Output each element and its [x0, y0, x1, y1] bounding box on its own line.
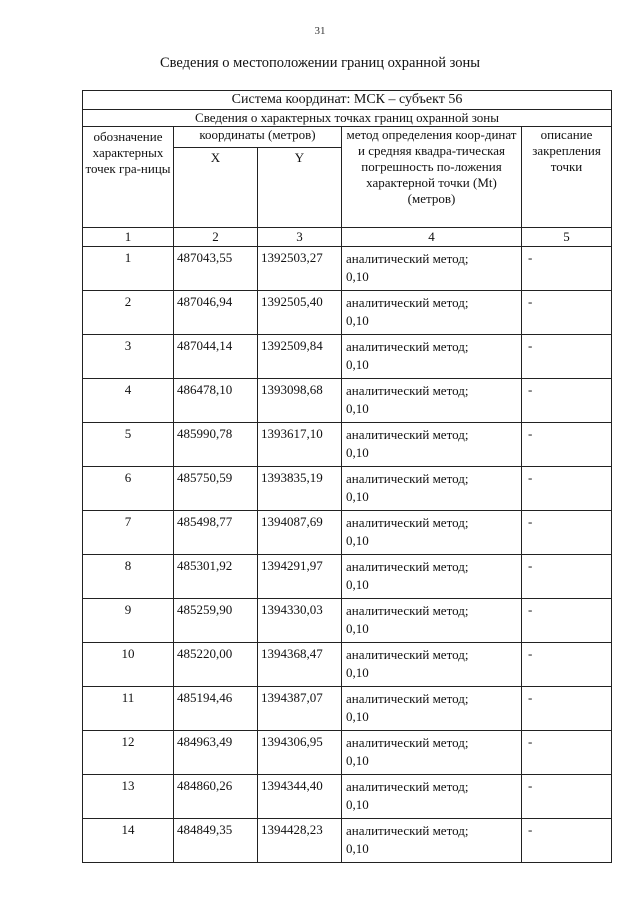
- point-number: 5: [83, 423, 174, 467]
- method-text: аналитический метод;: [346, 251, 469, 266]
- coordinate-x: 485990,78: [174, 423, 258, 467]
- method-cell: [342, 423, 522, 467]
- point-number: 1: [83, 247, 174, 291]
- fixing-description: -: [522, 335, 612, 379]
- coordinate-y: 1394087,69: [258, 511, 342, 555]
- method-text: аналитический метод;: [346, 383, 469, 398]
- mt-value: 0,10: [346, 709, 369, 724]
- table-row: [83, 291, 612, 335]
- header-description: описание закрепления точки: [522, 127, 612, 228]
- method-cell: [342, 599, 522, 643]
- coordinate-x: 485750,59: [174, 467, 258, 511]
- header-coordinates: координаты (метров): [174, 127, 342, 148]
- point-number: 14: [83, 819, 174, 863]
- table-row: [83, 247, 612, 291]
- mt-value: 0,10: [346, 313, 369, 328]
- table-row: [83, 335, 612, 379]
- coordinate-y: 1394306,95: [258, 731, 342, 775]
- coordinate-y: 1393835,19: [258, 467, 342, 511]
- mt-value: 0,10: [346, 753, 369, 768]
- table-row: [83, 643, 612, 687]
- coordinate-y: 1394368,47: [258, 643, 342, 687]
- method-text: аналитический метод;: [346, 691, 469, 706]
- fixing-description: -: [522, 775, 612, 819]
- method-text: аналитический метод;: [346, 427, 469, 442]
- table-row: [83, 819, 612, 863]
- method-text: аналитический метод;: [346, 339, 469, 354]
- method-text: аналитический метод;: [346, 823, 469, 838]
- column-number: 1: [83, 228, 174, 247]
- mt-value: 0,10: [346, 445, 369, 460]
- header-method: метод определения коор-динат и средняя квадра-тическая погрешность по-ложения характерной точки (Mt) (метров): [342, 127, 522, 228]
- fixing-description: -: [522, 511, 612, 555]
- header-designation: обозначение характерных точек гра-ницы: [83, 127, 174, 228]
- mt-value: 0,10: [346, 841, 369, 856]
- page-number: 31: [314, 25, 326, 37]
- table-row: [83, 511, 612, 555]
- point-number: 2: [83, 291, 174, 335]
- mt-value: 0,10: [346, 577, 369, 592]
- coordinate-y: 1394387,07: [258, 687, 342, 731]
- coordinate-y: 1394428,23: [258, 819, 342, 863]
- point-number: 3: [83, 335, 174, 379]
- mt-value: 0,10: [346, 489, 369, 504]
- point-number: 9: [83, 599, 174, 643]
- header-x: X: [174, 148, 258, 228]
- method-text: аналитический метод;: [346, 295, 469, 310]
- method-text: аналитический метод;: [346, 735, 469, 750]
- method-cell: [342, 379, 522, 423]
- method-cell: [342, 511, 522, 555]
- coordinate-y: 1394344,40: [258, 775, 342, 819]
- mt-value: 0,10: [346, 533, 369, 548]
- column-number: 2: [174, 228, 258, 247]
- fixing-description: -: [522, 643, 612, 687]
- coordinate-x: 485194,46: [174, 687, 258, 731]
- table-subtitle: Сведения о характерных точках границ охранной зоны: [83, 110, 612, 127]
- coordinate-y: 1392505,40: [258, 291, 342, 335]
- method-text: аналитический метод;: [346, 603, 469, 618]
- fixing-description: -: [522, 379, 612, 423]
- mt-value: 0,10: [346, 621, 369, 636]
- mt-value: 0,10: [346, 269, 369, 284]
- coordinate-x: 487044,14: [174, 335, 258, 379]
- fixing-description: -: [522, 599, 612, 643]
- method-cell: [342, 291, 522, 335]
- table-row: [83, 599, 612, 643]
- method-cell: [342, 467, 522, 511]
- method-cell: [342, 687, 522, 731]
- coordinate-y: 1394291,97: [258, 555, 342, 599]
- coordinate-y: 1392509,84: [258, 335, 342, 379]
- method-text: аналитический метод;: [346, 471, 469, 486]
- column-number: 4: [342, 228, 522, 247]
- fixing-description: -: [522, 819, 612, 863]
- coordinate-system-header: Система координат: МСК – субъект 56: [83, 91, 612, 110]
- method-text: аналитический метод;: [346, 779, 469, 794]
- table-row: [83, 775, 612, 819]
- coordinate-x: 487046,94: [174, 291, 258, 335]
- method-cell: [342, 643, 522, 687]
- method-cell: [342, 247, 522, 291]
- point-number: 4: [83, 379, 174, 423]
- document-title: Сведения о местоположении границ охранной зоны: [159, 55, 480, 71]
- method-cell: [342, 775, 522, 819]
- point-number: 10: [83, 643, 174, 687]
- point-number: 7: [83, 511, 174, 555]
- point-number: 6: [83, 467, 174, 511]
- coordinate-x: 486478,10: [174, 379, 258, 423]
- column-number: 5: [522, 228, 612, 247]
- mt-value: 0,10: [346, 797, 369, 812]
- mt-value: 0,10: [346, 665, 369, 680]
- point-number: 13: [83, 775, 174, 819]
- method-cell: [342, 335, 522, 379]
- coordinate-y: 1393617,10: [258, 423, 342, 467]
- coordinate-x: 487043,55: [174, 247, 258, 291]
- coordinate-x: 485220,00: [174, 643, 258, 687]
- method-cell: [342, 555, 522, 599]
- method-cell: [342, 731, 522, 775]
- table-row: [83, 731, 612, 775]
- table-row: [83, 687, 612, 731]
- fixing-description: -: [522, 247, 612, 291]
- mt-value: 0,10: [346, 401, 369, 416]
- coordinate-x: 484963,49: [174, 731, 258, 775]
- fixing-description: -: [522, 555, 612, 599]
- fixing-description: -: [522, 291, 612, 335]
- column-number: 3: [258, 228, 342, 247]
- fixing-description: -: [522, 423, 612, 467]
- table-row: [83, 379, 612, 423]
- point-number: 11: [83, 687, 174, 731]
- coordinate-y: 1392503,27: [258, 247, 342, 291]
- table-row: [83, 555, 612, 599]
- point-number: 12: [83, 731, 174, 775]
- coordinate-x: 485301,92: [174, 555, 258, 599]
- fixing-description: -: [522, 687, 612, 731]
- coordinate-x: 485259,90: [174, 599, 258, 643]
- table-row: [83, 423, 612, 467]
- fixing-description: -: [522, 467, 612, 511]
- mt-value: 0,10: [346, 357, 369, 372]
- method-text: аналитический метод;: [346, 515, 469, 530]
- method-cell: [342, 819, 522, 863]
- coordinate-y: 1393098,68: [258, 379, 342, 423]
- point-number: 8: [83, 555, 174, 599]
- coordinate-x: 485498,77: [174, 511, 258, 555]
- boundary-points-table: [82, 90, 612, 863]
- method-text: аналитический метод;: [346, 559, 469, 574]
- header-y: Y: [258, 148, 342, 228]
- table-row: [83, 467, 612, 511]
- method-text: аналитический метод;: [346, 647, 469, 662]
- fixing-description: -: [522, 731, 612, 775]
- coordinate-x: 484849,35: [174, 819, 258, 863]
- coordinate-y: 1394330,03: [258, 599, 342, 643]
- coordinate-x: 484860,26: [174, 775, 258, 819]
